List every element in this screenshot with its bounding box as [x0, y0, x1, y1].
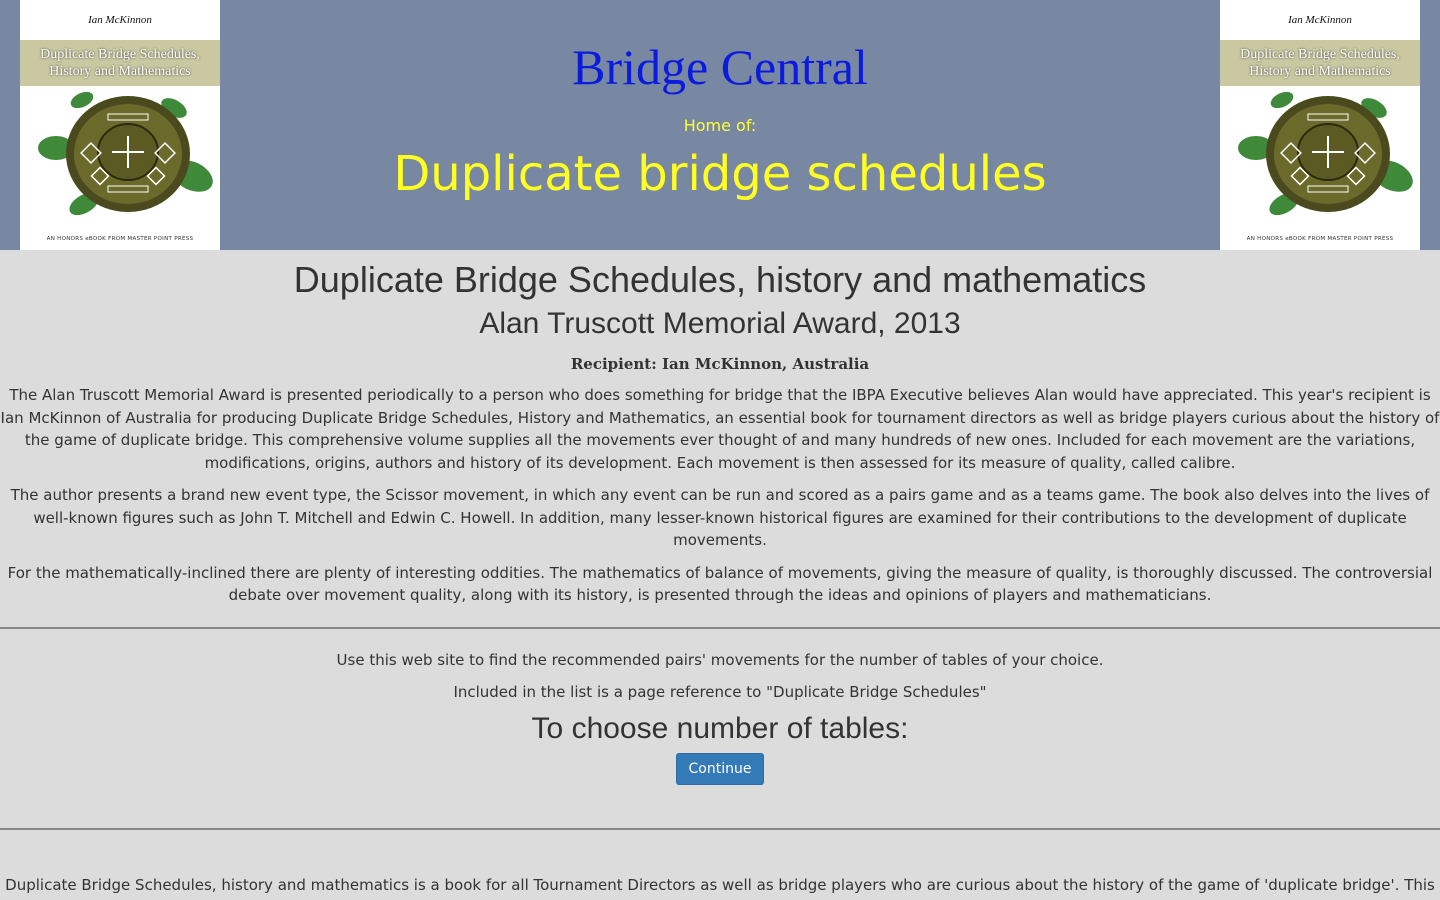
award-paragraph-1: The Alan Truscott Memorial Award is presented periodically to a person who does something for bridge that the IBPA Executive believes Alan would have appreciated. This year's recipient is Ian McKinnon of Australia for producing Duplicate Bridge Schedules, History and Mathematics, an essential book for tournament directors as well as bridge players curious about the history of the game of duplicate bridge. This comprehensive volume supplies all the movements ever thought of and many hundreds of new ones. Included for each movement are the variations, modifications, origins, authors and history of its development. Each movement is then assessed for its measure of quality, called calibre. — [0, 386, 1440, 472]
cover-title-line2: History and Mathematics — [1249, 64, 1391, 79]
cover-title-band — [1220, 40, 1420, 86]
choose-tables-heading: To choose number of tables: — [531, 711, 909, 745]
cover-author: Ian McKinnon — [1288, 14, 1352, 26]
chooser-reference: Included in the list is a page reference to "Duplicate Bridge Schedules" — [453, 682, 987, 701]
site-title: Bridge Central — [572, 39, 868, 95]
home-of-label: Home of: — [683, 116, 757, 135]
book-cover-image-right — [1220, 0, 1420, 250]
award-heading: Alan Truscott Memorial Award, 2013 — [479, 307, 961, 340]
cover-publisher: AN HONORS eBOOK FROM MASTER POINT PRESS — [46, 236, 194, 242]
continue-button[interactable]: Continue — [676, 753, 765, 785]
cover-title-line1: Duplicate Bridge Schedules, — [1240, 47, 1400, 62]
cover-author: Ian McKinnon — [88, 14, 152, 26]
footer-description: Duplicate Bridge Schedules, history and mathematics is a book for all Tournament Directors as well as bridge players who are curious about the history of the game of 'duplicate bridge'. This — [5, 875, 1435, 894]
cover-publisher: AN HONORS eBOOK FROM MASTER POINT PRESS — [1246, 236, 1394, 242]
cover-title-line2: History and Mathematics — [49, 64, 191, 79]
footer-section — [0, 830, 1440, 896]
chooser-intro: Use this web site to find the recommended pairs' movements for the number of tables of your choice. — [336, 650, 1104, 669]
award-paragraph-3: For the mathematically-inclined there are plenty of interesting oddities. The mathematics of balance of movements, giving the measure of quality, is thoroughly discussed. The controversial debate over movement quality, along with its history, is presented through the ideas and opinions of players and mathematicians. — [7, 563, 1433, 604]
book-title: Duplicate Bridge Schedules, history and mathematics — [293, 259, 1147, 300]
turtle-illustration-icon — [1224, 86, 1416, 226]
table-chooser-section — [0, 629, 1440, 787]
main-content — [0, 250, 1440, 607]
cover-title-line1: Duplicate Bridge Schedules, — [40, 47, 200, 62]
award-recipient: Recipient: Ian McKinnon, Australia — [570, 355, 870, 373]
site-header — [0, 0, 1440, 250]
site-tagline: Duplicate bridge schedules — [393, 146, 1047, 202]
award-paragraph-2: The author presents a brand new event type, the Scissor movement, in which any event can be run and scored as a pairs game and as a teams game. The book also delves into the lives of well-known figures such as John T. Mitchell and Edwin C. Howell. In addition, many lesser-known historical figures are examined for their contributions to the development of duplicate movements. — [10, 486, 1430, 549]
